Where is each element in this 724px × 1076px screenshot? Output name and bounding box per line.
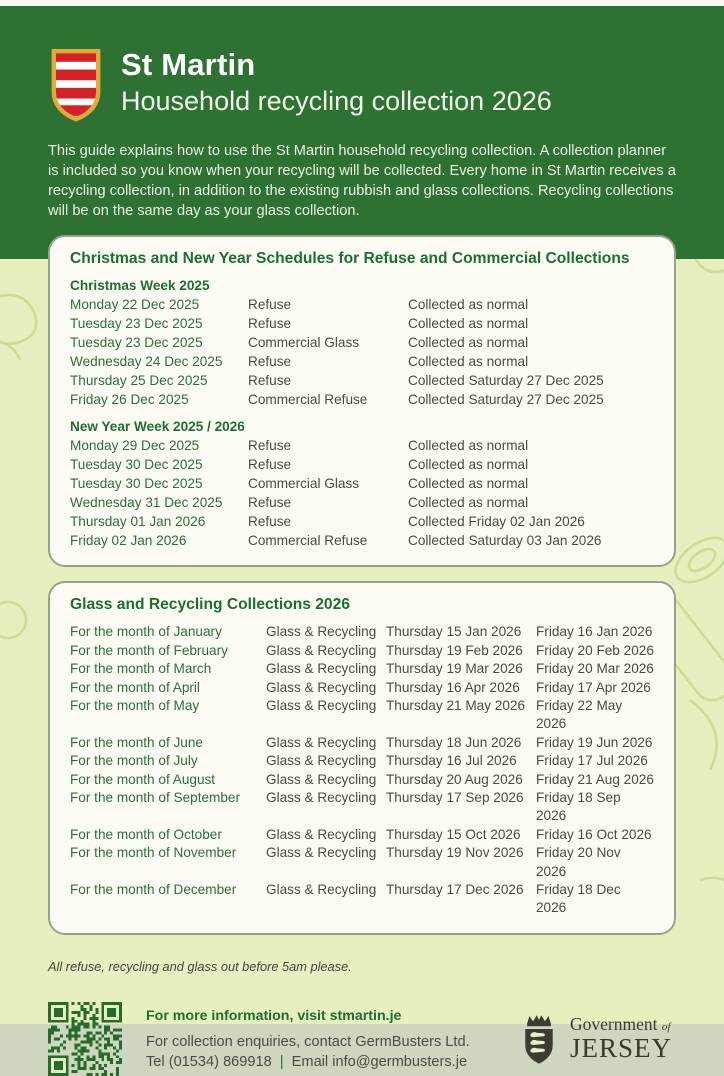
friday-cell: Friday 20 Feb 2026	[536, 642, 654, 658]
service-cell: Refuse	[248, 354, 292, 370]
service-cell: Refuse	[248, 316, 292, 332]
schedule-row	[70, 436, 654, 455]
status-cell: Collected Saturday 27 Dec 2025	[408, 392, 604, 408]
month-cell: For the month of March	[70, 661, 212, 677]
friday-cell: Friday 20 Nov 2026	[536, 845, 621, 879]
government-of-line: Government of	[569, 1013, 671, 1034]
thursday-cell: Thursday 20 Aug 2026	[386, 771, 523, 787]
glass-row	[70, 734, 654, 752]
glass-row	[70, 826, 654, 844]
friday-cell: Friday 17 Apr 2026	[536, 679, 651, 695]
thursday-cell: Thursday 21 May 2026	[386, 698, 526, 713]
month-cell: For the month of February	[70, 642, 228, 658]
thursday-cell: Thursday 15 Jan 2026	[386, 624, 522, 640]
status-cell: Collected as normal	[408, 297, 529, 313]
contact-block	[146, 1008, 494, 1070]
intro-text: This guide explains how to use the St Martin household recycling collection. A collection planner is included so you know when your recycling will be collected. Every home in St Martin receives a recycling collection, in addition to the existing rubbish and glass collections. Recycling collections will be on the same day as your glass collection.	[48, 143, 676, 219]
month-cell: For the month of July	[70, 753, 198, 769]
glass-row	[70, 752, 654, 770]
friday-cell: Friday 22 May 2026	[536, 698, 623, 732]
date-cell: Thursday 25 Dec 2025	[70, 373, 208, 389]
glass-recycling-card	[48, 581, 676, 935]
schedule-row	[70, 512, 654, 531]
week-heading: Christmas Week 2025	[70, 278, 210, 294]
glass-row	[70, 679, 654, 697]
service-cell: Glass & Recycling	[266, 882, 377, 898]
friday-cell: Friday 16 Oct 2026	[536, 826, 652, 842]
date-cell: Tuesday 30 Dec 2025	[70, 476, 203, 492]
service-cell: Glass & Recycling	[266, 734, 377, 750]
schedule-row	[70, 333, 654, 352]
footer	[48, 1002, 676, 1076]
service-cell: Glass & Recycling	[266, 642, 377, 658]
parish-title: St Martin	[121, 47, 256, 82]
tel-text: Tel (01534) 869918	[146, 1053, 272, 1070]
glass-card-title: Glass and Recycling Collections 2026	[70, 596, 350, 614]
schedule-row	[70, 352, 654, 371]
qr-code	[48, 1002, 122, 1076]
glass-row	[70, 844, 654, 881]
jersey-crest-icon	[518, 1012, 560, 1066]
glass-row	[70, 789, 654, 826]
friday-cell: Friday 17 Jul 2026	[536, 753, 648, 769]
schedule-row	[70, 474, 654, 493]
status-cell: Collected as normal	[408, 476, 529, 492]
schedule-row	[70, 531, 654, 550]
service-cell: Refuse	[248, 297, 292, 313]
jersey-line: JERSEY	[569, 1033, 672, 1064]
tel-email-line	[146, 1053, 494, 1070]
thursday-cell: Thursday 16 Jul 2026	[386, 753, 517, 769]
service-cell: Refuse	[248, 438, 292, 454]
email-text: Email info@germbusters.je	[291, 1053, 468, 1070]
thursday-cell: Thursday 15 Oct 2026	[386, 826, 521, 842]
thursday-cell: Thursday 16 Apr 2026	[386, 679, 520, 695]
friday-cell: Friday 18 Dec 2026	[536, 882, 621, 916]
christmas-sections	[70, 278, 654, 550]
glass-rows	[70, 623, 654, 918]
service-cell: Glass & Recycling	[266, 826, 377, 842]
month-cell: For the month of October	[70, 826, 222, 842]
status-cell: Collected Friday 02 Jan 2026	[408, 514, 585, 530]
service-cell: Glass & Recycling	[266, 679, 377, 695]
status-cell: Collected Saturday 27 Dec 2025	[408, 373, 604, 389]
thursday-cell: Thursday 18 Jun 2026	[386, 734, 522, 750]
date-cell: Monday 22 Dec 2025	[70, 297, 200, 313]
note-text: All refuse, recycling and glass out before 5am please.	[48, 958, 352, 974]
more-info-text: For more information, visit stmartin.je	[146, 1007, 402, 1024]
brand-row	[48, 46, 678, 123]
status-cell: Collected as normal	[408, 335, 529, 351]
thursday-cell: Thursday 17 Dec 2026	[386, 882, 524, 898]
date-cell: Tuesday 30 Dec 2025	[70, 457, 203, 473]
glass-row	[70, 771, 654, 789]
schedule-row	[70, 455, 654, 474]
friday-cell: Friday 20 Mar 2026	[536, 661, 654, 677]
friday-cell: Friday 18 Sep 2026	[536, 790, 621, 824]
date-cell: Tuesday 23 Dec 2025	[70, 316, 203, 332]
month-cell: For the month of May	[70, 698, 200, 713]
glass-row	[70, 642, 654, 660]
header-titles	[121, 46, 552, 117]
glass-row	[70, 697, 654, 734]
date-cell: Tuesday 23 Dec 2025	[70, 335, 203, 351]
status-cell: Collected as normal	[408, 316, 529, 332]
service-cell: Refuse	[248, 457, 292, 473]
date-cell: Friday 26 Dec 2025	[70, 392, 189, 408]
month-cell: For the month of January	[70, 624, 222, 640]
thursday-cell: Thursday 17 Sep 2026	[386, 790, 524, 806]
month-cell: For the month of September	[70, 790, 241, 806]
christmas-card-title: Christmas and New Year Schedules for Refuse and Commercial Collections	[70, 250, 630, 268]
st-martin-crest-icon	[48, 47, 104, 123]
header-band	[0, 0, 724, 259]
schedule-row	[70, 314, 654, 333]
separator: |	[279, 1052, 284, 1070]
status-cell: Collected as normal	[408, 438, 529, 454]
government-of-jersey-text	[569, 1013, 672, 1064]
service-cell: Commercial Glass	[248, 476, 360, 492]
thursday-cell: Thursday 19 Feb 2026	[386, 642, 523, 658]
service-cell: Glass & Recycling	[266, 661, 377, 677]
christmas-schedule-card	[48, 235, 676, 567]
month-cell: For the month of April	[70, 679, 200, 695]
status-cell: Collected as normal	[408, 354, 529, 370]
friday-cell: Friday 19 Jun 2026	[536, 734, 653, 750]
month-cell: For the month of August	[70, 771, 216, 787]
schedule-row	[70, 390, 654, 409]
status-cell: Collected Saturday 03 Jan 2026	[408, 533, 602, 549]
schedule-row	[70, 493, 654, 512]
schedule-row	[70, 371, 654, 390]
month-cell: For the month of December	[70, 882, 237, 898]
page-title: Household recycling collection 2026	[121, 85, 552, 116]
date-cell: Thursday 01 Jan 2026	[70, 514, 206, 530]
thursday-cell: Thursday 19 Mar 2026	[386, 661, 523, 677]
service-cell: Glass & Recycling	[266, 753, 377, 769]
service-cell: Refuse	[248, 373, 292, 389]
status-cell: Collected as normal	[408, 457, 529, 473]
date-cell: Friday 02 Jan 2026	[70, 533, 187, 549]
glass-row	[70, 660, 654, 678]
glass-row	[70, 881, 654, 918]
service-cell: Glass & Recycling	[266, 845, 377, 861]
service-cell: Glass & Recycling	[266, 790, 377, 806]
service-cell: Refuse	[248, 514, 292, 530]
date-cell: Wednesday 31 Dec 2025	[70, 495, 223, 511]
date-cell: Monday 29 Dec 2025	[70, 438, 200, 454]
glass-row	[70, 623, 654, 641]
friday-cell: Friday 16 Jan 2026	[536, 624, 653, 640]
service-cell: Glass & Recycling	[266, 624, 377, 640]
thursday-cell: Thursday 19 Nov 2026	[386, 845, 524, 861]
enquiries-text: For collection enquiries, contact GermBusters Ltd.	[146, 1033, 470, 1050]
service-cell: Glass & Recycling	[266, 698, 377, 713]
government-of-jersey-logo	[518, 1012, 672, 1066]
week-heading: New Year Week 2025 / 2026	[70, 419, 245, 435]
friday-cell: Friday 21 Aug 2026	[536, 771, 654, 787]
service-cell: Commercial Refuse	[248, 533, 368, 549]
status-cell: Collected as normal	[408, 495, 529, 511]
service-cell: Refuse	[248, 495, 292, 511]
schedule-row	[70, 295, 654, 314]
service-cell: Glass & Recycling	[266, 771, 377, 787]
service-cell: Commercial Glass	[248, 335, 360, 351]
month-cell: For the month of June	[70, 734, 203, 750]
service-cell: Commercial Refuse	[248, 392, 368, 408]
date-cell: Wednesday 24 Dec 2025	[70, 354, 223, 370]
month-cell: For the month of November	[70, 845, 237, 861]
